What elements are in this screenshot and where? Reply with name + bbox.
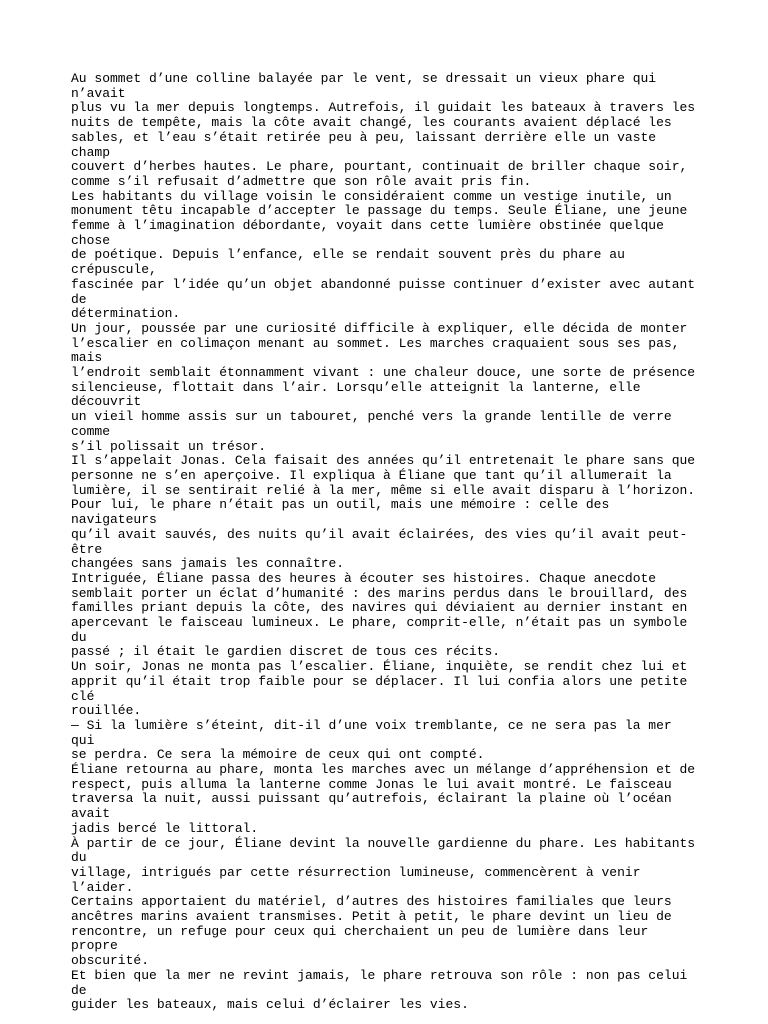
paragraph-10: Et bien que la mer ne revint jamais, le phare retrouva son rôle : non pas celui de guider les bateaux, mais celui d’éclairer les vies. bbox=[71, 967, 688, 1013]
paragraph-5: Intriguée, Éliane passa des heures à écouter ses histoires. Chaque anecdote semblait porter un éclat d’humanité : des marins perdus dans le brouillard, des familles priant depuis la côte, des navires qui déviaient au dernier instant en apercevant le faisceau lumineux. Le phare, comprit-elle, n’était pas un symbole du passé ; il était le gardien discret de tous ces récits. bbox=[71, 570, 688, 660]
paragraph-2: Les habitants du village voisin le considéraient comme un vestige inutile, un monument têtu incapable d’accepter le passage du temps. Seule Éliane, une jeune femme à l’imagination débordante, voyait dans cette lumière obstinée quelque chose de poétique. Depuis l’enfance, elle se rendait souvent près du phare au crépuscule, fascinée par l’idée qu’un objet abandonné puisse continuer d’exister avec autant de détermination. bbox=[71, 188, 696, 322]
paragraph-6: Un soir, Jonas ne monta pas l’escalier. Éliane, inquiète, se rendit chez lui et apprit qu’il était trop faible pour se déplacer. Il lui confia alors une petite clé rouillée. bbox=[71, 659, 688, 719]
paragraph-3: Un jour, poussée par une curiosité difficile à expliquer, elle décida de monter l’escalier en colimaçon menant au sommet. Les marches craquaient sous ses pas, mais l’endroit semblait étonnamment vivant : une chaleur douce, une sorte de présence silencieuse, flottait dans l’air. Lorsqu’elle atteignit la lanterne, elle découvrit un vieil homme assis sur un tabouret, penché vers la grande lentille de verre comme s’il polissait un trésor. bbox=[71, 320, 696, 454]
paragraph-7-dialogue: — Si la lumière s’éteint, dit-il d’une voix tremblante, ce ne sera pas la mer qui se perdra. Ce sera la mémoire de ceux qui ont compté. bbox=[71, 717, 672, 763]
paragraph-8: Éliane retourna au phare, monta les marches avec un mélange d’appréhension et de respect, puis alluma la lanterne comme Jonas le lui avait montré. Le faisceau traversa la nuit, aussi puissant qu’autrefois, éclairant la plaine où l’océan avait jadis bercé le littoral. bbox=[71, 762, 696, 836]
paragraph-1: Au sommet d’une colline balayée par le vent, se dressait un vieux phare qui n’avait plus vu la mer depuis longtemps. Autrefois, il guidait les bateaux à travers les nuits de tempête, mais la côte avait changé, les courants avaient déplacé les sables, et l’eau s’était retirée peu à peu, laissant derrière elle un vaste champ couvert d’herbes hautes. Le phare, pourtant, continuait de briller chaque soir, comme s’il refusait d’admettre que son rôle avait pris fin. bbox=[71, 71, 696, 189]
paragraph-4: Il s’appelait Jonas. Cela faisait des années qu’il entretenait le phare sans que personne ne s’en aperçoive. Il expliqua à Éliane que tant qu’il allumerait la lumière, il se sentirait relié à la mer, même si elle avait disparu à l’horizon. Pour lui, le phare n’était pas un outil, mais une mémoire : celle des navigateurs qu’il avait sauvés, des nuits qu’il avait éclairées, des vies qu’il avait peut-être changées sans jamais les connaître. bbox=[71, 453, 696, 572]
document-body bbox=[71, 72, 701, 1013]
paragraph-9: À partir de ce jour, Éliane devint la nouvelle gardienne du phare. Les habitants du village, intrigués par cette résurrection lumineuse, commencèrent à venir l’aider. Certains apportaient du matériel, d’autres des histoires familiales que leurs ancêtres marins avaient transmises. Petit à petit, le phare devint un lieu de rencontre, un refuge pour ceux qui cherchaient un peu de lumière dans leur propre obscurité. bbox=[71, 835, 696, 969]
